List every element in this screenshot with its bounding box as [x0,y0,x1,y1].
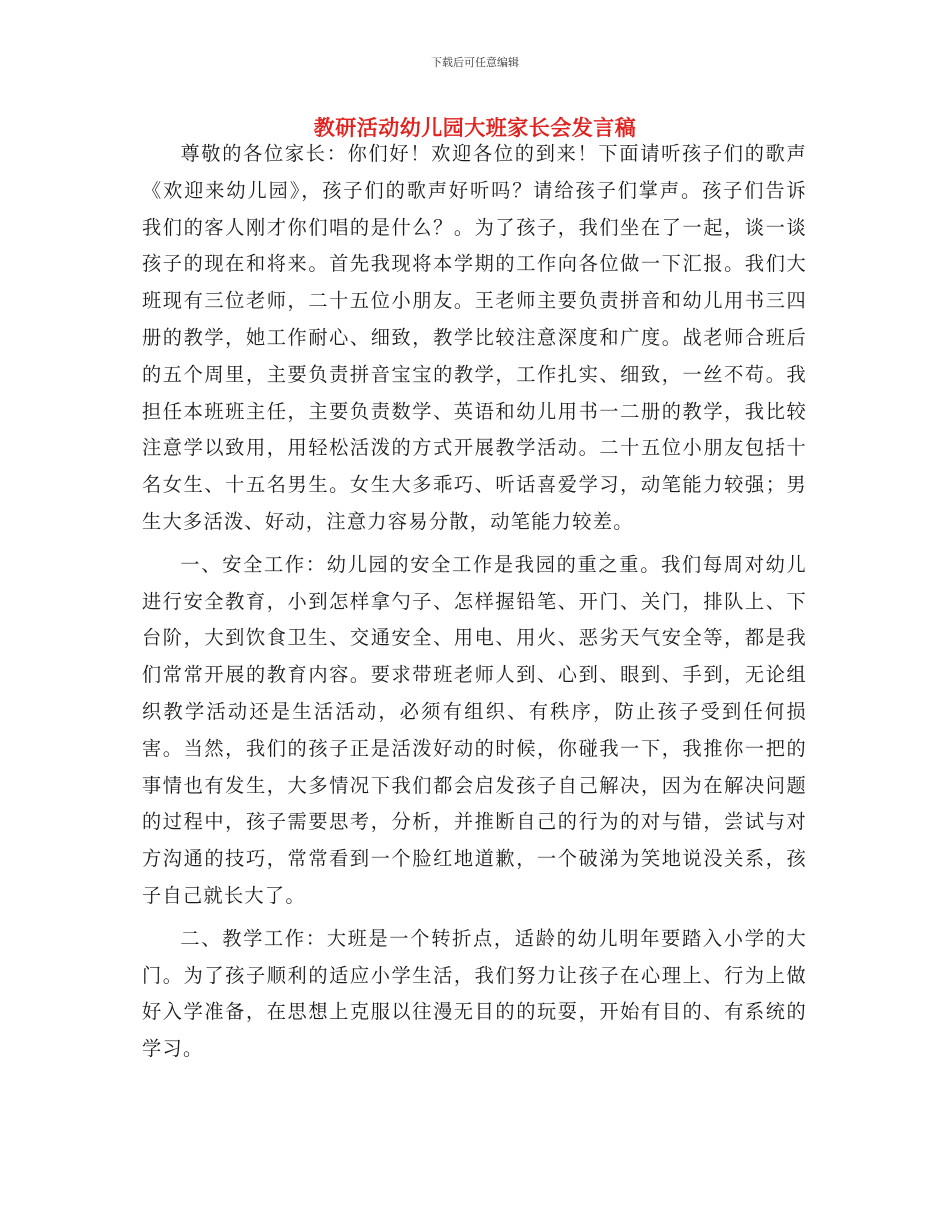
header-note: 下载后可任意编辑 [431,56,519,69]
paragraph-safety-work: 一、安全工作：幼儿园的安全工作是我园的重之重。我们每周对幼儿进行安全教育，小到怎样拿勺子、怎样握铅笔、开门、关门，排队上、下台阶，大到饮食卫生、交通安全、用电、用火、恶劣天气安全等，都是我们常常开展的教育内容。要求带班老师人到、心到、眼到、手到，无论组织教学活动还是生活活动，必须有组织、有秩序，防止孩子受到任何损害。当然，我们的孩子正是活泼好动的时候，你碰我一下，我推你一把的事情也有发生，大多情况下我们都会启发孩子自己解决，因为在解决问题的过程中，孩子需要思考，分析，并推断自己的行为的对与错，尝试与对方沟通的技巧，常常看到一个脸红地道歉，一个破涕为笑地说没关系，孩子自己就长大了。 [142,552,807,907]
paragraph-teaching-work: 二、教学工作：大班是一个转折点，适龄的幼儿明年要踏入小学的大门。为了孩子顺利的适应小学生活，我们努力让孩子在心理上、行为上做好入学准备，在思想上克服以往漫无目的的玩耍，开始有目的、有系统的学习。 [142,926,807,1061]
paragraph-greeting-intro: 尊敬的各位家长：你们好！欢迎各位的到来！下面请听孩子们的歌声《欢迎来幼儿园》，孩子们的歌声好听吗？请给孩子们掌声。孩子们告诉我们的客人刚才你们唱的是什么？。为了孩子，我们坐在了一起，谈一谈孩子的现在和将来。首先我现将本学期的工作向各位做一下汇报。我们大班现有三位老师，二十五位小朋友。王老师主要负责拼音和幼儿用书三四册的教学，她工作耐心、细致，教学比较注意深度和广度。战老师合班后的五个周里，主要负责拼音宝宝的教学，工作扎实、细致，一丝不苟。我担任本班班主任，主要负责数学、英语和幼儿用书一二册的教学，我比较注意学以致用，用轻松活泼的方式开展教学活动。二十五位小朋友包括十名女生、十五名男生。女生大多乖巧、听话喜爱学习，动笔能力较强；男生大多活泼、好动，注意力容易分散，动笔能力较差。 [142,142,807,533]
document-body [142,136,807,1068]
document-title: 教研活动幼儿园大班家长会发言稿 [313,116,637,140]
